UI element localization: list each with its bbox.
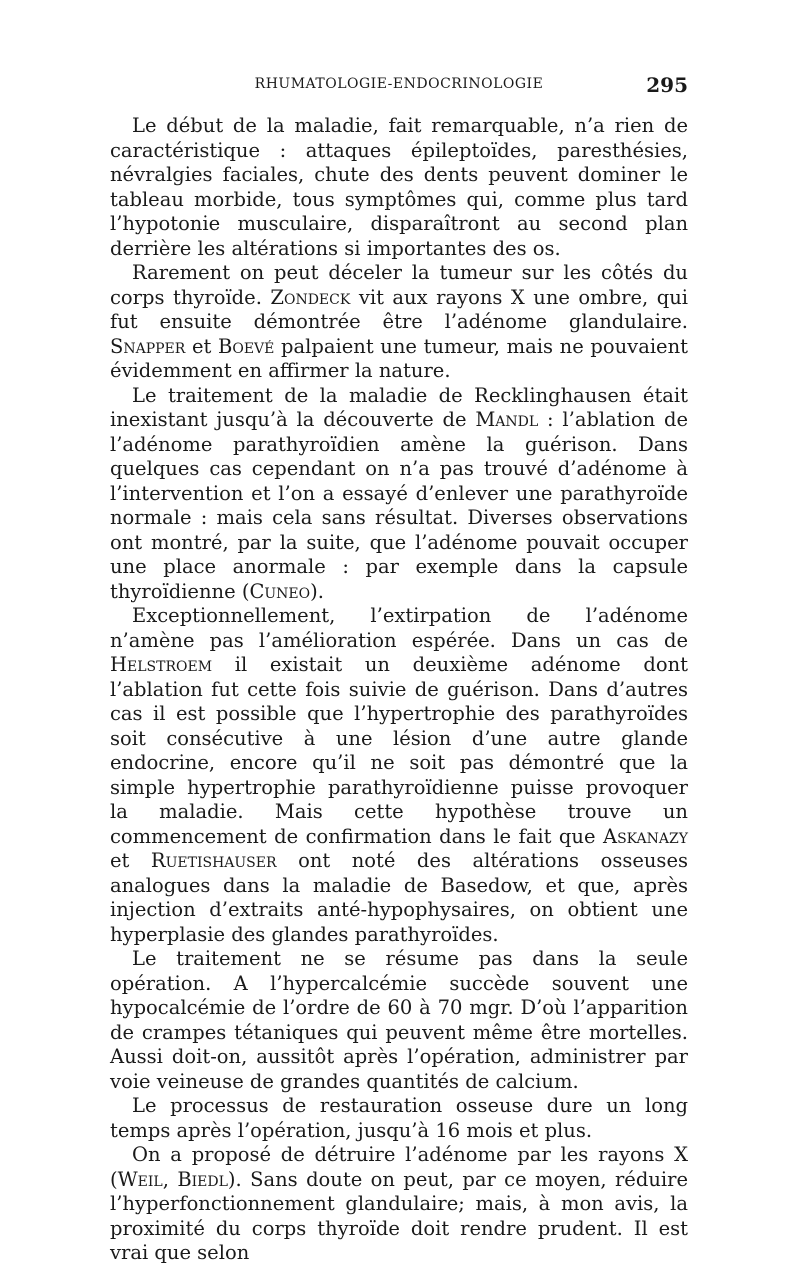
text-segment: ,	[162, 1167, 178, 1191]
paragraph-radiotherapy	[110, 1143, 688, 1266]
author-name: Mandl	[475, 408, 539, 431]
text-segment: et	[185, 334, 219, 358]
author-name: Snapper	[110, 334, 186, 358]
author-name: Helstroem	[110, 653, 213, 676]
text-segment: et	[110, 849, 151, 872]
text-segment: ). Sans doute on peut, par ce moyen, réduire l’hyperfonctionnement glandulaire; mais, à mon avis, la proximité du corps thyroïde doit rendre prudent. Il est vrai que selon	[110, 1167, 688, 1264]
author-name: Askanazy	[602, 824, 688, 848]
body-text	[110, 114, 688, 1266]
paragraph-restoration: Le processus de restauration osseuse dure un long temps après l’opération, jusqu’à 16 mois et plus.	[110, 1094, 688, 1142]
paragraph-onset: Le début de la maladie, fait remarquable, n’a rien de caractéristique : attaques épileptoïdes, paresthésies, névralgies faciales, chute des dents peuvent dominer le tableau morbide, tous symptômes qui, comme plus tard l’hypotonie musculaire, disparaîtront au second plan derrière les altérations si importantes des os.	[110, 114, 688, 260]
author-name: Zondeck	[270, 285, 351, 309]
paragraph-treatment	[110, 384, 688, 605]
paragraph-exceptions	[110, 604, 688, 947]
author-name: Weil	[117, 1167, 163, 1191]
author-name: Cuneo	[249, 579, 311, 603]
running-head	[110, 73, 688, 100]
text-segment: : l’ablation de l’adénome parathyroïdien amène la guérison. Dans quelques cas cependant on n’a pas trouvé d’adénome à l’intervention et l’on a essayé d’enlever une parathyroïde normale : mais cela sans résultat. Diverses observations ont montré, par la suite, que l’adénome pouvait occuper une place anormale : par exemple dans la capsule thyroïdienne (	[110, 408, 688, 603]
text-segment: Rarement on peut déceler la tumeur sur les côtés du corps thyroïde.	[110, 261, 688, 309]
text-segment: ont noté des altérations osseuses analogues dans la maladie de Basedow, et que, après injection d’extraits anté-hypophysaires, on obtient une hyperplasie des glandes parathyroïdes.	[110, 849, 688, 946]
author-name: Ruetishauser	[150, 849, 277, 872]
paragraph-tumor-detection	[110, 261, 688, 384]
author-name: Boevé	[218, 334, 275, 358]
text-segment: palpaient une tumeur, mais ne pouvaient évidemment en affirmer la nature.	[110, 334, 688, 382]
running-title: RHUMATOLOGIE-ENDOCRINOLOGIE	[254, 76, 544, 92]
page-number: 295	[646, 73, 688, 97]
text-segment: Exceptionnellement, l’extirpation de l’adénome n’amène pas l’amélioration espérée. Dans un cas de	[110, 604, 688, 652]
text-segment: On a proposé de détruire l’adénome par les rayons X (	[110, 1143, 688, 1191]
text-segment: il existait un deuxième adénome dont l’ablation fut cette fois suivie de guérison. Dans d’autres cas il est possible que l’hypertrophie des parathyroïdes soit consécutive à une lésion d’une autre glande endocrine, encore qu’il ne soit pas démontré que la simple hypertrophie parathyroïdienne puisse provoquer la maladie. Mais cette hypothèse trouve un commencement de confirmation dans le fait que	[110, 653, 688, 848]
author-name: Biedl	[177, 1167, 228, 1191]
paragraph-hypocalcemia: Le traitement ne se résume pas dans la seule opération. A l’hypercalcémie succède souvent une hypocalcémie de l’ordre de 60 à 70 mgr. D’où l’apparition de crampes tétaniques qui peuvent même être mortelles. Aussi doit-on, aussitôt après l’opération, administrer par voie veineuse de grandes quantités de calcium.	[110, 947, 688, 1093]
text-segment: ).	[310, 579, 324, 603]
text-segment: Le traitement de la maladie de Recklinghausen était inexistant jusqu’à la découverte de	[110, 383, 688, 431]
text-segment: vit aux rayons X une ombre, qui fut ensuite démontrée être l’adénome glandulaire.	[110, 285, 688, 333]
